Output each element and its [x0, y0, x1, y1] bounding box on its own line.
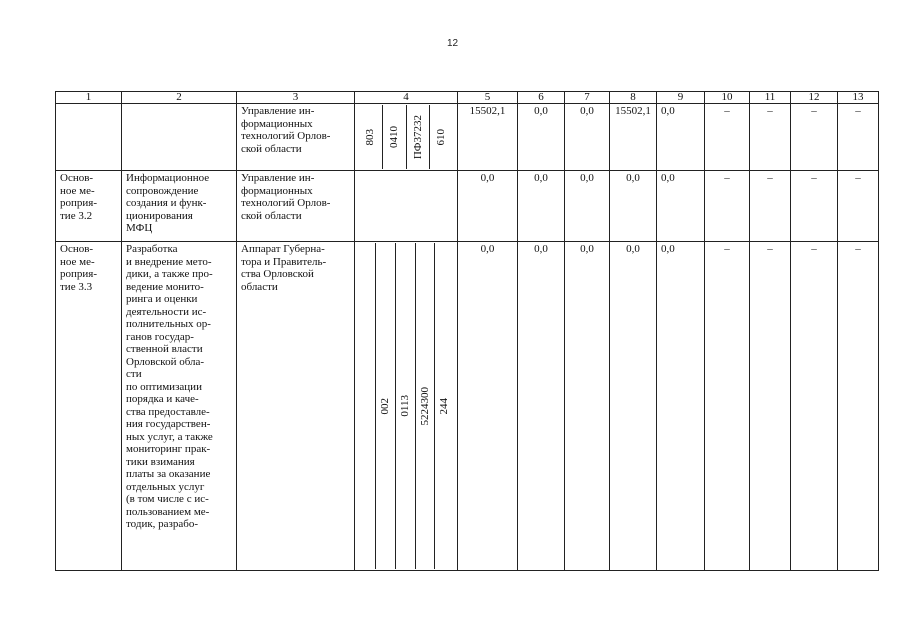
row2-activity-name: Информационное сопровождение создания и функ- ционирования МФЦ	[122, 171, 237, 242]
row2-codes	[355, 171, 458, 242]
header-col-7: 7	[565, 92, 610, 104]
row3-activity-name: Разработка и внедрение мето- дики, а также про- ведение монито- ринга и оценки деятельности ис- полнительных ор- ганов государ- ственной власти Орловской обла- сти по оптимизации порядка и каче- ства предоставле- ния государствен- ных услуг, а также мониторинг прак- тики взимания платы за оказание отдельных услуг (в том числе с ис- пользованием ме- тодик, разрабо-	[122, 242, 237, 571]
row2-activity-number: Основ- ное ме- роприя- тие 3.2	[56, 171, 122, 242]
row1-col2	[122, 104, 237, 171]
row3-col7: 0,0	[565, 242, 610, 571]
header-col-2: 2	[122, 92, 237, 104]
row2-col7: 0,0	[565, 171, 610, 242]
row1-col7: 0,0	[565, 104, 610, 171]
row1-col10: –	[705, 104, 750, 171]
header-col-8: 8	[610, 92, 657, 104]
row1-executor: Управление ин- формационных технологий Орлов- ской области	[237, 104, 355, 171]
row3-code-rzpr: 0113	[398, 395, 411, 417]
row3-col8: 0,0	[610, 242, 657, 571]
row3-col9: 0,0	[657, 242, 705, 571]
row3-col11: –	[750, 242, 791, 571]
table-row	[56, 171, 879, 242]
row3-col13: –	[838, 242, 879, 571]
header-col-4: 4	[355, 92, 458, 104]
row1-col8: 15502,1	[610, 104, 657, 171]
row1-col6: 0,0	[518, 104, 565, 171]
row2-col8: 0,0	[610, 171, 657, 242]
row3-code-vr: 244	[438, 397, 451, 415]
row1-col1	[56, 104, 122, 171]
row3-activity-number: Основ- ное ме- роприя- тие 3.3	[56, 242, 122, 571]
row2-col5: 0,0	[458, 171, 518, 242]
row2-col12: –	[791, 171, 838, 242]
row2-col10: –	[705, 171, 750, 242]
row3-executor: Аппарат Губерна- тора и Правитель- ства Орловской области	[237, 242, 355, 571]
page-number: 12	[446, 38, 459, 49]
row1-col13: –	[838, 104, 879, 171]
row1-code-grbs: 803	[364, 128, 377, 146]
row1-col11: –	[750, 104, 791, 171]
row3-code-csr: 5224300	[418, 386, 431, 426]
row2-col9: 0,0	[657, 171, 705, 242]
row3-col6: 0,0	[518, 242, 565, 571]
row2-col6: 0,0	[518, 171, 565, 242]
table-row	[56, 104, 879, 171]
row3-col12: –	[791, 242, 838, 571]
row2-col13: –	[838, 171, 879, 242]
row1-codes	[355, 104, 458, 171]
header-col-5: 5	[458, 92, 518, 104]
header-col-6: 6	[518, 92, 565, 104]
header-col-11: 11	[750, 92, 791, 104]
header-col-10: 10	[705, 92, 750, 104]
row1-code-vr: 610	[435, 128, 448, 146]
table-row	[56, 242, 879, 571]
header-col-9: 9	[657, 92, 705, 104]
row2-executor: Управление ин- формационных технологий Орлов- ской области	[237, 171, 355, 242]
row1-code-csr: ПФ37232	[411, 114, 424, 160]
row3-col10: –	[705, 242, 750, 571]
header-col-13: 13	[838, 92, 879, 104]
row3-col5: 0,0	[458, 242, 518, 571]
row3-code-grbs: 002	[379, 397, 392, 415]
header-col-1: 1	[56, 92, 122, 104]
row3-codes	[355, 242, 458, 571]
header-row	[56, 92, 879, 104]
row1-col12: –	[791, 104, 838, 171]
header-col-12: 12	[791, 92, 838, 104]
header-col-3: 3	[237, 92, 355, 104]
row2-col11: –	[750, 171, 791, 242]
row1-col5: 15502,1	[458, 104, 518, 171]
budget-table	[55, 91, 879, 571]
row1-code-rzpr: 0410	[387, 126, 400, 148]
row1-col9: 0,0	[657, 104, 705, 171]
